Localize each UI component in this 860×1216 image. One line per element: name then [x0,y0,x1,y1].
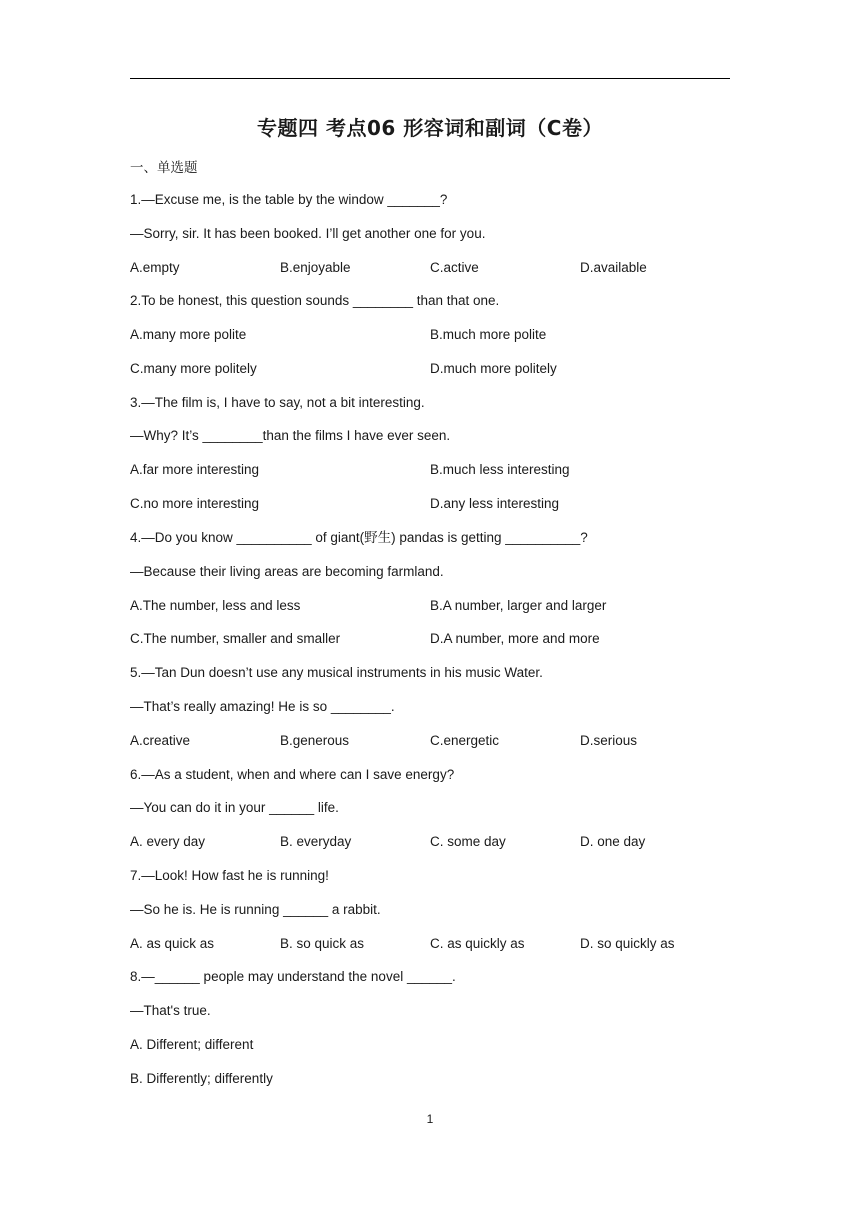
q3-option-c: C.no more interesting [130,496,260,511]
q1-option-c: C.active [430,260,479,275]
q2-option-c: C.many more politely [130,361,257,376]
q8-stem: 8.—______ people may understand the novel ______. [130,969,456,984]
q3-stem: 3.—The film is, I have to say, not a bit interesting. [130,395,425,410]
q7-option-b: B. so quick as [280,936,365,951]
document-title: 专题四 考点06 形容词和副词（C卷） [257,116,603,140]
q8-response: —That's true. [130,1003,211,1018]
q2-option-d: D.much more politely [430,361,557,376]
q2-option-a: A.many more polite [130,327,247,342]
q3-option-a: A.far more interesting [130,462,260,477]
q1-response: —Sorry, sir. It has been booked. I’ll get another one for you. [130,226,486,241]
q8-option-b: B. Differently; differently [130,1071,273,1086]
q1-option-b: B.enjoyable [280,260,351,275]
q1-option-a: A.empty [130,260,180,275]
q3-option-d: D.any less interesting [430,496,560,511]
section-heading: 一、单选题 [130,160,198,176]
q3-response: —Why? It’s ________than the films I have ever seen. [130,428,451,443]
q5-option-b: B.generous [280,733,350,748]
q4-option-d: D.A number, more and more [430,631,600,646]
q6-response: —You can do it in your ______ life. [130,800,339,815]
q4-response: —Because their living areas are becoming farmland. [130,564,444,579]
header-rule [130,78,730,79]
q2-option-b: B.much more polite [430,327,547,342]
q4-option-a: A.The number, less and less [130,598,301,613]
q5-option-d: D.serious [580,733,638,748]
q5-response: —That’s really amazing! He is so ________. [130,699,395,714]
q7-option-a: A. as quick as [130,936,215,951]
q5-stem: 5.—Tan Dun doesn’t use any musical instruments in his music Water. [130,665,543,680]
q3-option-b: B.much less interesting [430,462,570,477]
q5-option-a: A.creative [130,733,191,748]
q1-option-d: D.available [580,260,647,275]
q2-stem: 2.To be honest, this question sounds ________ than that one. [130,293,500,308]
q7-option-c: C. as quickly as [430,936,525,951]
page-number: 1 [426,1112,434,1126]
q7-response: —So he is. He is running ______ a rabbit. [130,902,381,917]
q6-stem: 6.—As a student, when and where can I save energy? [130,767,455,782]
q5-option-c: C.energetic [430,733,500,748]
q6-option-b: B. everyday [280,834,352,849]
q4-option-b: B.A number, larger and larger [430,598,607,613]
q6-option-c: C. some day [430,834,506,849]
q6-option-d: D. one day [580,834,646,849]
q7-stem: 7.—Look! How fast he is running! [130,868,329,883]
q1-stem: 1.—Excuse me, is the table by the window _______? [130,192,448,207]
q4-option-c: C.The number, smaller and smaller [130,631,341,646]
q6-option-a: A. every day [130,834,206,849]
q4-stem: 4.—Do you know __________ of giant(野生) pandas is getting __________? [130,530,588,545]
q8-option-a: A. Different; different [130,1037,254,1052]
q7-option-d: D. so quickly as [580,936,675,951]
